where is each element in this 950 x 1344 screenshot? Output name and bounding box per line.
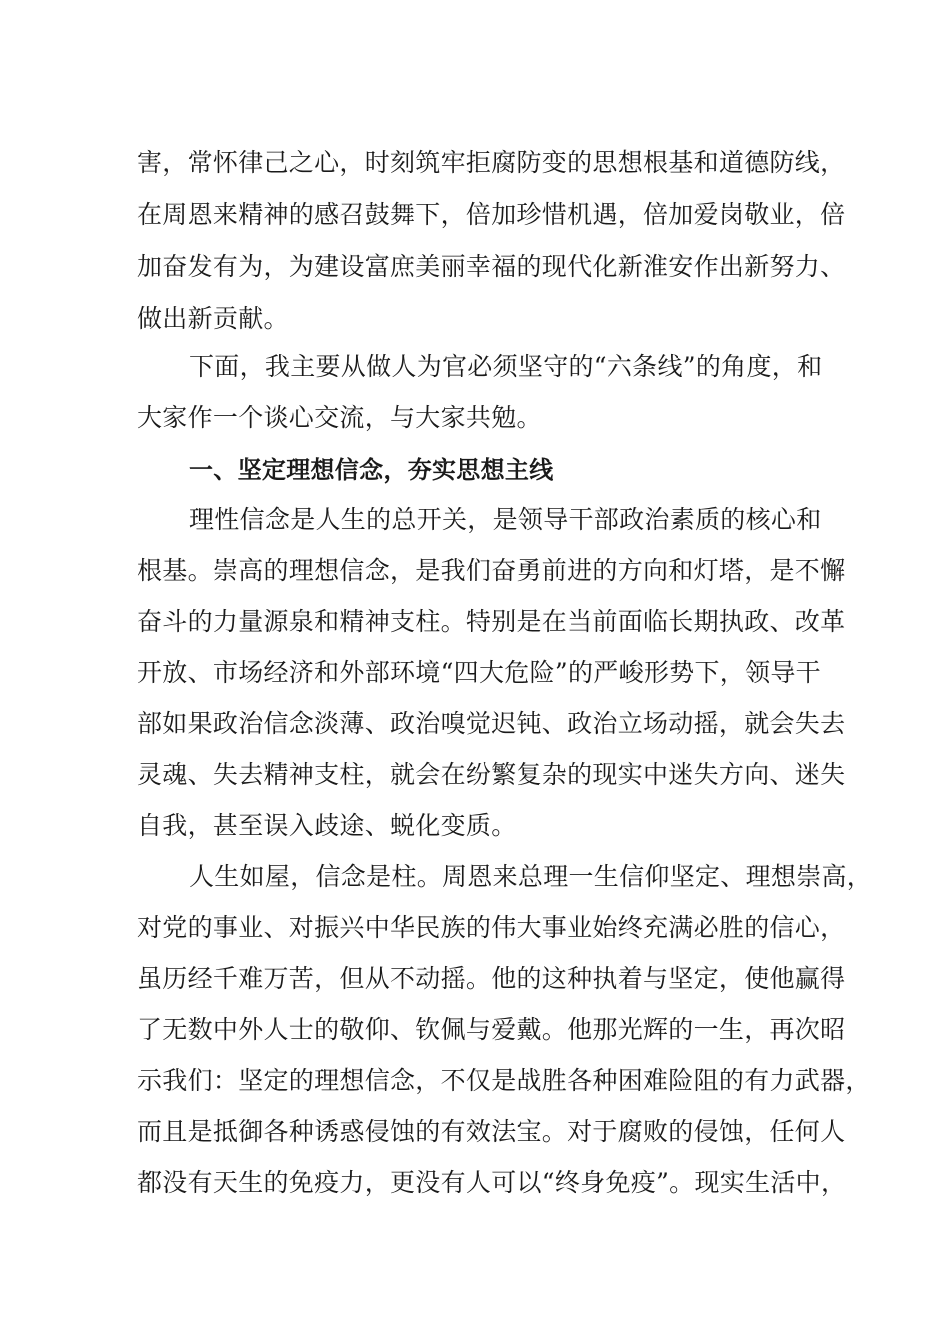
text-line-4: 做出新贡献。 xyxy=(137,304,289,333)
text-line-8: 理性信念是人生的总开关，是领导干部政治素质的核心和 xyxy=(189,505,822,534)
text-line-14: 自我，甚至误入歧途、蜕化变质。 xyxy=(137,811,517,840)
text-line-6: 大家作一个谈心交流，与大家共勉。 xyxy=(137,403,542,432)
text-line-18: 了无数中外人士的敬仰、钦佩与爱戴。他那光辉的一生，再次昭 xyxy=(137,1015,846,1044)
text-line-15: 人生如屋，信念是柱。周恩来总理一生信仰坚定、理想崇高， xyxy=(189,862,873,891)
text-line-2: 在周恩来精神的感召鼓舞下，倍加珍惜机遇，倍加爱岗敬业，倍 xyxy=(137,200,846,229)
text-line-11: 开放、市场经济和外部环境“四大危险”的严峻形势下，领导干 xyxy=(137,658,821,687)
text-line-17: 虽历经千难万苦，但从不动摇。他的这种执着与坚定，使他赢得 xyxy=(137,964,846,993)
text-line-13: 灵魂、失去精神支柱，就会在纷繁复杂的现实中迷失方向、迷失 xyxy=(137,760,846,789)
text-line-16: 对党的事业、对振兴中华民族的伟大事业始终充满必胜的信心， xyxy=(137,913,846,942)
text-line-10: 奋斗的力量源泉和精神支柱。特别是在当前面临长期执政、改革 xyxy=(137,607,846,636)
text-line-19: 示我们：坚定的理想信念，不仅是战胜各种困难险阻的有力武器， xyxy=(137,1066,871,1095)
text-line-3: 加奋发有为，为建设富庶美丽幸福的现代化新淮安作出新努力、 xyxy=(137,252,846,281)
text-line-9: 根基。崇高的理想信念，是我们奋勇前进的方向和灯塔，是不懈 xyxy=(137,556,846,585)
text-line-20: 而且是抵御各种诱惑侵蚀的有效法宝。对于腐败的侵蚀，任何人 xyxy=(137,1117,846,1146)
section-heading: 一、坚定理想信念，夯实思想主线 xyxy=(189,456,554,484)
text-line-21: 都没有天生的免疫力，更没有人可以“终身免疫”。现实生活中， xyxy=(137,1168,847,1197)
text-line-12: 部如果政治信念淡薄、政治嗅觉迟钝、政治立场动摇，就会失去 xyxy=(137,709,846,738)
text-line-5: 下面，我主要从做人为官必须坚守的“六条线”的角度，和 xyxy=(189,352,823,381)
text-line-1: 害，常怀律己之心，时刻筑牢拒腐防变的思想根基和道德防线， xyxy=(137,148,846,177)
